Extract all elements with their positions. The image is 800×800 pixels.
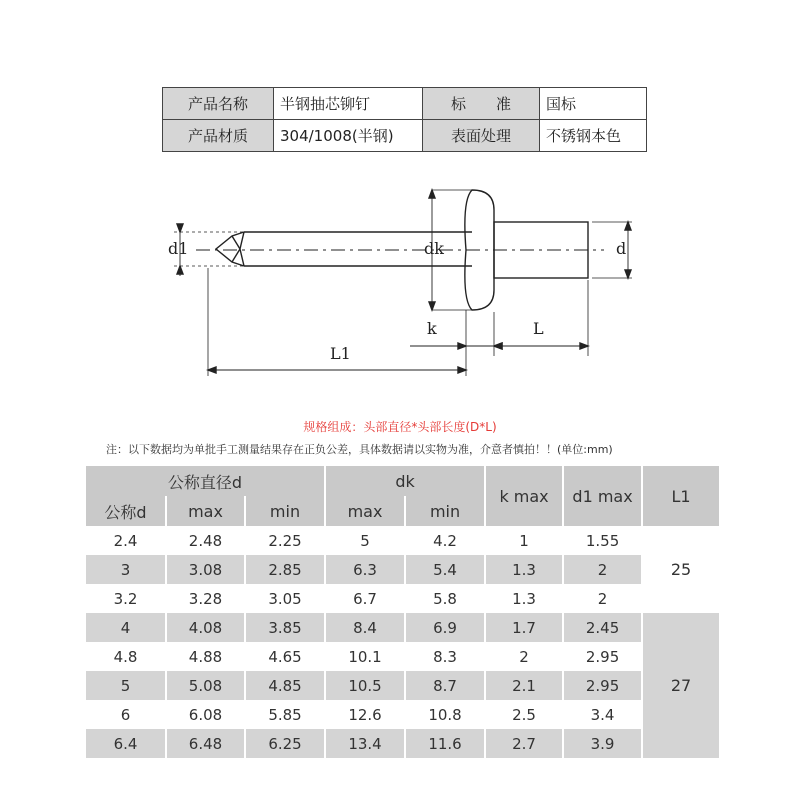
header-d1max: d1 max — [563, 466, 642, 526]
header-nominal-d: 公称直径d — [86, 466, 325, 496]
cell-d-max: 3.08 — [166, 555, 245, 584]
cell-nominal-d: 6.4 — [86, 729, 166, 758]
cell-d-max: 2.48 — [166, 526, 245, 555]
header-row-1 — [86, 466, 719, 496]
cell-d1-max: 2 — [563, 584, 642, 613]
cell-d-max: 6.08 — [166, 700, 245, 729]
cell-dk-max: 5 — [325, 526, 405, 555]
cell-k-max: 1.3 — [485, 584, 563, 613]
product-name-value: 半钢抽芯铆钉 — [274, 88, 423, 120]
table-row — [86, 526, 719, 555]
table-row — [86, 555, 719, 584]
material-label: 产品材质 — [163, 120, 274, 152]
cell-k-max: 2.1 — [485, 671, 563, 700]
cell-d1-max: 2.95 — [563, 671, 642, 700]
cell-nominal-d: 2.4 — [86, 526, 166, 555]
table-row — [86, 613, 719, 642]
d1-label: d1 — [168, 239, 189, 258]
cell-nominal-d: 6 — [86, 700, 166, 729]
cell-d1-max: 2 — [563, 555, 642, 584]
cell-dk-min: 4.2 — [405, 526, 485, 555]
cell-dk-max: 10.5 — [325, 671, 405, 700]
surface-label: 表面处理 — [423, 120, 540, 152]
cell-d-max: 5.08 — [166, 671, 245, 700]
measurement-note: 注：以下数据均为单批手工测量结果存在正负公差，具体数据请以实物为准，介意者慎拍！！(单位:mm) — [106, 443, 613, 456]
cell-dk-max: 6.7 — [325, 584, 405, 613]
cell-k-max: 1 — [485, 526, 563, 555]
product-name-label: 产品名称 — [163, 88, 274, 120]
cell-d1-max: 3.4 — [563, 700, 642, 729]
cell-dk-max: 8.4 — [325, 613, 405, 642]
header-L1: L1 — [642, 466, 719, 526]
table-row — [86, 584, 719, 613]
material-value: 304/1008(半钢) — [274, 120, 423, 152]
table-body — [86, 526, 719, 758]
cell-dk-min: 8.7 — [405, 671, 485, 700]
cell-dk-min: 8.3 — [405, 642, 485, 671]
dk-label: dk — [424, 239, 444, 258]
cell-dk-min: 5.8 — [405, 584, 485, 613]
cell-d-max: 4.88 — [166, 642, 245, 671]
cell-dk-min: 10.8 — [405, 700, 485, 729]
dimension-table — [86, 466, 719, 758]
standard-label: 标 准 — [423, 88, 540, 120]
L-label: L — [533, 319, 544, 338]
sub-nominal: 公称d — [86, 496, 166, 526]
cell-d-min: 3.85 — [245, 613, 325, 642]
table-row — [86, 729, 719, 758]
sub-max: max — [166, 496, 245, 526]
cell-k-max: 2.5 — [485, 700, 563, 729]
cell-nominal-d: 4.8 — [86, 642, 166, 671]
cell-d-max: 6.48 — [166, 729, 245, 758]
table-row — [86, 642, 719, 671]
sub-dk-min: min — [405, 496, 485, 526]
cell-d-min: 4.65 — [245, 642, 325, 671]
cell-d-min: 2.25 — [245, 526, 325, 555]
cell-k-max: 2.7 — [485, 729, 563, 758]
cell-dk-max: 13.4 — [325, 729, 405, 758]
cell-dk-min: 6.9 — [405, 613, 485, 642]
d-label: d — [616, 239, 627, 258]
spec-composition: 规格组成：头部直径*头部长度(D*L) — [303, 420, 497, 434]
k-label: k — [427, 319, 437, 338]
cell-nominal-d: 4 — [86, 613, 166, 642]
cell-k-max: 1.3 — [485, 555, 563, 584]
cell-d-min: 3.05 — [245, 584, 325, 613]
cell-k-max: 1.7 — [485, 613, 563, 642]
cell-d-min: 6.25 — [245, 729, 325, 758]
cell-d1-max: 2.45 — [563, 613, 642, 642]
product-info-table — [162, 87, 647, 152]
cell-d-min: 5.85 — [245, 700, 325, 729]
L1-label: L1 — [330, 344, 351, 363]
cell-d-min: 2.85 — [245, 555, 325, 584]
cell-dk-max: 6.3 — [325, 555, 405, 584]
cell-dk-max: 12.6 — [325, 700, 405, 729]
cell-L1-group1: 25 — [642, 526, 719, 613]
surface-value: 不锈钢本色 — [540, 120, 647, 152]
header-dk: dk — [325, 466, 485, 496]
sub-min: min — [245, 496, 325, 526]
cell-d1-max: 1.55 — [563, 526, 642, 555]
cell-d-max: 4.08 — [166, 613, 245, 642]
cell-d-max: 3.28 — [166, 584, 245, 613]
cell-d-min: 4.85 — [245, 671, 325, 700]
table-row — [86, 700, 719, 729]
cell-d1-max: 2.95 — [563, 642, 642, 671]
standard-value: 国标 — [540, 88, 647, 120]
table-row — [86, 671, 719, 700]
cell-nominal-d: 3 — [86, 555, 166, 584]
cell-nominal-d: 5 — [86, 671, 166, 700]
cell-k-max: 2 — [485, 642, 563, 671]
cell-dk-min: 11.6 — [405, 729, 485, 758]
cell-dk-max: 10.1 — [325, 642, 405, 671]
cell-nominal-d: 3.2 — [86, 584, 166, 613]
sub-dk-max: max — [325, 496, 405, 526]
cell-L1-group2: 27 — [642, 613, 719, 758]
cell-d1-max: 3.9 — [563, 729, 642, 758]
header-kmax: k max — [485, 466, 563, 526]
cell-dk-min: 5.4 — [405, 555, 485, 584]
